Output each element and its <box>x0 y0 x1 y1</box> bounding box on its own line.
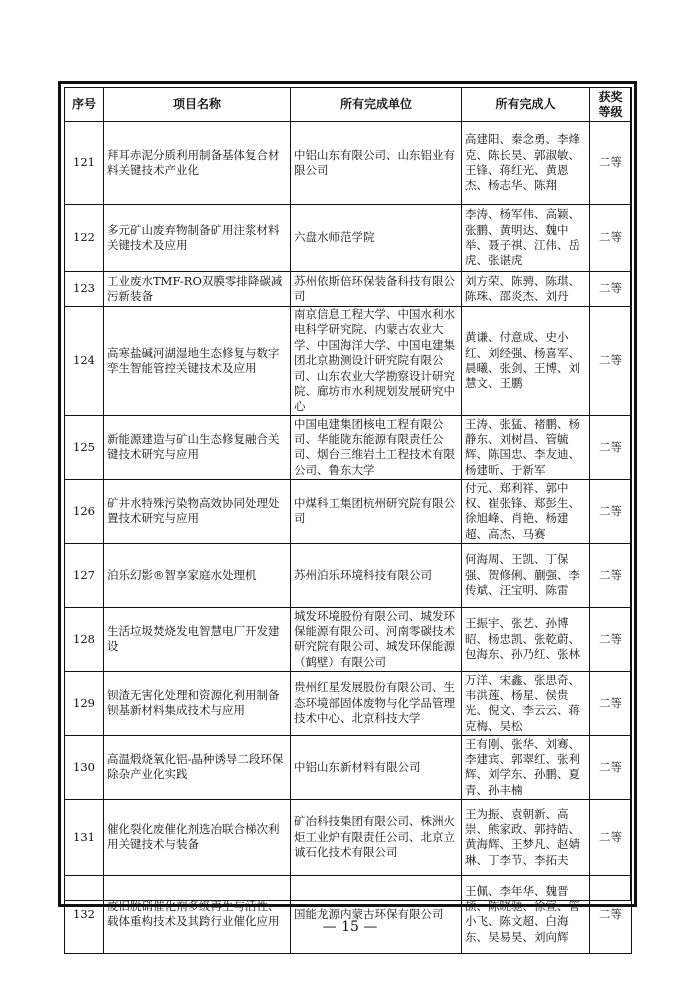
table-row <box>65 122 632 205</box>
table-row <box>65 799 632 875</box>
cell-no: 126 <box>65 479 104 543</box>
table-row <box>65 479 632 543</box>
cell-no: 121 <box>65 122 104 205</box>
cell-project-name: 矿井水特殊污染物高效协同处理处置技术研究与应用 <box>104 479 291 543</box>
cell-grade: 二等 <box>590 671 632 735</box>
cell-project-name: 高温煅烧氧化铝-晶种诱导二段环保除杂产业化实践 <box>104 735 291 799</box>
cell-grade: 二等 <box>590 875 632 953</box>
cell-units: 中煤科工集团杭州研究院有限公司 <box>291 479 462 543</box>
cell-people: 王佩、李年华、魏晋颉、陈晓驰、徐宣、管小飞、陈文超、白海东、吴易昊、刘向辉 <box>462 875 590 953</box>
cell-grade: 二等 <box>590 479 632 543</box>
awards-table <box>64 87 632 954</box>
cell-people: 付元、郑利祥、郭中权、崔张锋、郑彭生、徐旭峰、肖艳、杨建超、高杰、马赛 <box>462 479 590 543</box>
cell-no: 131 <box>65 799 104 875</box>
cell-no: 132 <box>65 875 104 953</box>
cell-project-name: 生活垃圾焚烧发电智慧电厂开发建设 <box>104 607 291 671</box>
cell-no: 129 <box>65 671 104 735</box>
table-row <box>65 205 632 272</box>
table-row <box>65 272 632 307</box>
cell-grade: 二等 <box>590 307 632 416</box>
cell-grade: 二等 <box>590 607 632 671</box>
cell-people: 高建阳、秦念勇、李烽克、陈长昊、郭淑敏、王锋、蒋红光、黄恩杰、杨志华、陈翔 <box>462 122 590 205</box>
cell-grade: 二等 <box>590 122 632 205</box>
cell-units: 南京信息工程大学、中国水利水电科学研究院、内蒙古农业大学、中国海洋大学、中国电建集团北京勘测设计研究院有限公司、山东农业大学勘察设计研究院、廊坊市水利规划发展研究中心 <box>291 307 462 416</box>
table-row <box>65 543 632 607</box>
cell-people: 刘方荣、陈骋、陈琪、陈珠、邵炎杰、刘丹 <box>462 272 590 307</box>
cell-grade: 二等 <box>590 272 632 307</box>
table-row <box>65 735 632 799</box>
cell-people: 黄谦、付意成、史小红、刘经强、杨喜军、晨曦、张剑、王博、刘慧文、王鹏 <box>462 307 590 416</box>
cell-no: 124 <box>65 307 104 416</box>
cell-no: 123 <box>65 272 104 307</box>
cell-units: 苏州依斯倍环保装备科技有限公司 <box>291 272 462 307</box>
cell-project-name: 拜耳赤泥分质利用制备基体复合材料关键技术产业化 <box>104 122 291 205</box>
cell-grade: 二等 <box>590 735 632 799</box>
cell-project-name: 泊乐幻影®智享家庭水处理机 <box>104 543 291 607</box>
cell-project-name: 工业废水TMF-RO双膜零排降碳减污新装备 <box>104 272 291 307</box>
cell-project-name: 高寒盐碱河湖湿地生态修复与数字孪生智能管控关键技术及应用 <box>104 307 291 416</box>
cell-no: 130 <box>65 735 104 799</box>
cell-people: 万洋、宋鑫、张思奇、韦洪莲、杨星、侯贵光、倪文、李云云、蒋克梅、吴松 <box>462 671 590 735</box>
cell-no: 128 <box>65 607 104 671</box>
cell-people: 王为振、袁朝新、高崇、熊家政、郭持皓、黄海辉、王梦凡、赵婧琳、丁李节、李拓夫 <box>462 799 590 875</box>
cell-units: 六盘水师范学院 <box>291 205 462 272</box>
cell-no: 127 <box>65 543 104 607</box>
cell-project-name: 新能源建造与矿山生态修复融合关键技术研究与应用 <box>104 415 291 479</box>
cell-units: 中铝山东有限公司、山东铝业有限公司 <box>291 122 462 205</box>
cell-project-name: 废旧脱硝催化剂多级再生与活性、载体重构技术及其跨行业催化应用 <box>104 875 291 953</box>
cell-project-name: 钡渣无害化处理和资源化利用制备钡基新材料集成技术与应用 <box>104 671 291 735</box>
header-no: 序号 <box>65 88 104 122</box>
cell-people: 李涛、杨军伟、高颖、张鹏、黄明达、魏中举、聂子祺、江伟、岳虎、张谌虎 <box>462 205 590 272</box>
cell-grade: 二等 <box>590 543 632 607</box>
header-grade: 获奖等级 <box>590 88 632 122</box>
header-units: 所有完成单位 <box>291 88 462 122</box>
cell-no: 125 <box>65 415 104 479</box>
header-people: 所有完成人 <box>462 88 590 122</box>
cell-grade: 二等 <box>590 799 632 875</box>
cell-units: 中铝山东新材料有限公司 <box>291 735 462 799</box>
table-row <box>65 671 632 735</box>
table-row <box>65 875 632 953</box>
header-project-name: 项目名称 <box>104 88 291 122</box>
cell-people: 王涛、张猛、褚鹏、杨静东、刘树昌、管毓辉、陈国忠、李友迪、杨建昕、于新军 <box>462 415 590 479</box>
cell-units: 中国电建集团核电工程有限公司、华能陇东能源有限责任公司、烟台三维岩土工程技术有限公司、鲁东大学 <box>291 415 462 479</box>
cell-units: 苏州泊乐环境科技有限公司 <box>291 543 462 607</box>
cell-units: 国能龙源内蒙古环保有限公司 <box>291 875 462 953</box>
cell-grade: 二等 <box>590 415 632 479</box>
table-row <box>65 415 632 479</box>
cell-people: 王振宇、张艺、孙博昭、杨忠凯、张乾蔚、包海东、孙乃红、张林 <box>462 607 590 671</box>
table-row <box>65 307 632 416</box>
cell-people: 何海周、王凯、丁保强、贺修俐、蒯强、李传斌、汪宝明、陈雷 <box>462 543 590 607</box>
page-number: — 15 — <box>322 919 378 935</box>
cell-units: 贵州红星发展股份有限公司、生态环境部固体废物与化学品管理技术中心、北京科技大学 <box>291 671 462 735</box>
cell-no: 122 <box>65 205 104 272</box>
cell-people: 王有刚、张华、刘骞、李建宾、郭翠红、张利辉、刘学东、孙鹏、夏青、孙丰楠 <box>462 735 590 799</box>
cell-units: 城发环境股份有限公司、城发环保能源有限公司、河南零碳技术研究院有限公司、城发环保能源（鹤壁）有限公司 <box>291 607 462 671</box>
cell-units: 矿冶科技集团有限公司、株洲火炬工业炉有限责任公司、北京立诚石化技术有限公司 <box>291 799 462 875</box>
table-row <box>65 607 632 671</box>
cell-project-name: 多元矿山废弃物制备矿用注浆材料关键技术及应用 <box>104 205 291 272</box>
cell-project-name: 催化裂化废催化剂选冶联合梯次利用关键技术与装备 <box>104 799 291 875</box>
table-header-row <box>65 88 632 122</box>
cell-grade: 二等 <box>590 205 632 272</box>
